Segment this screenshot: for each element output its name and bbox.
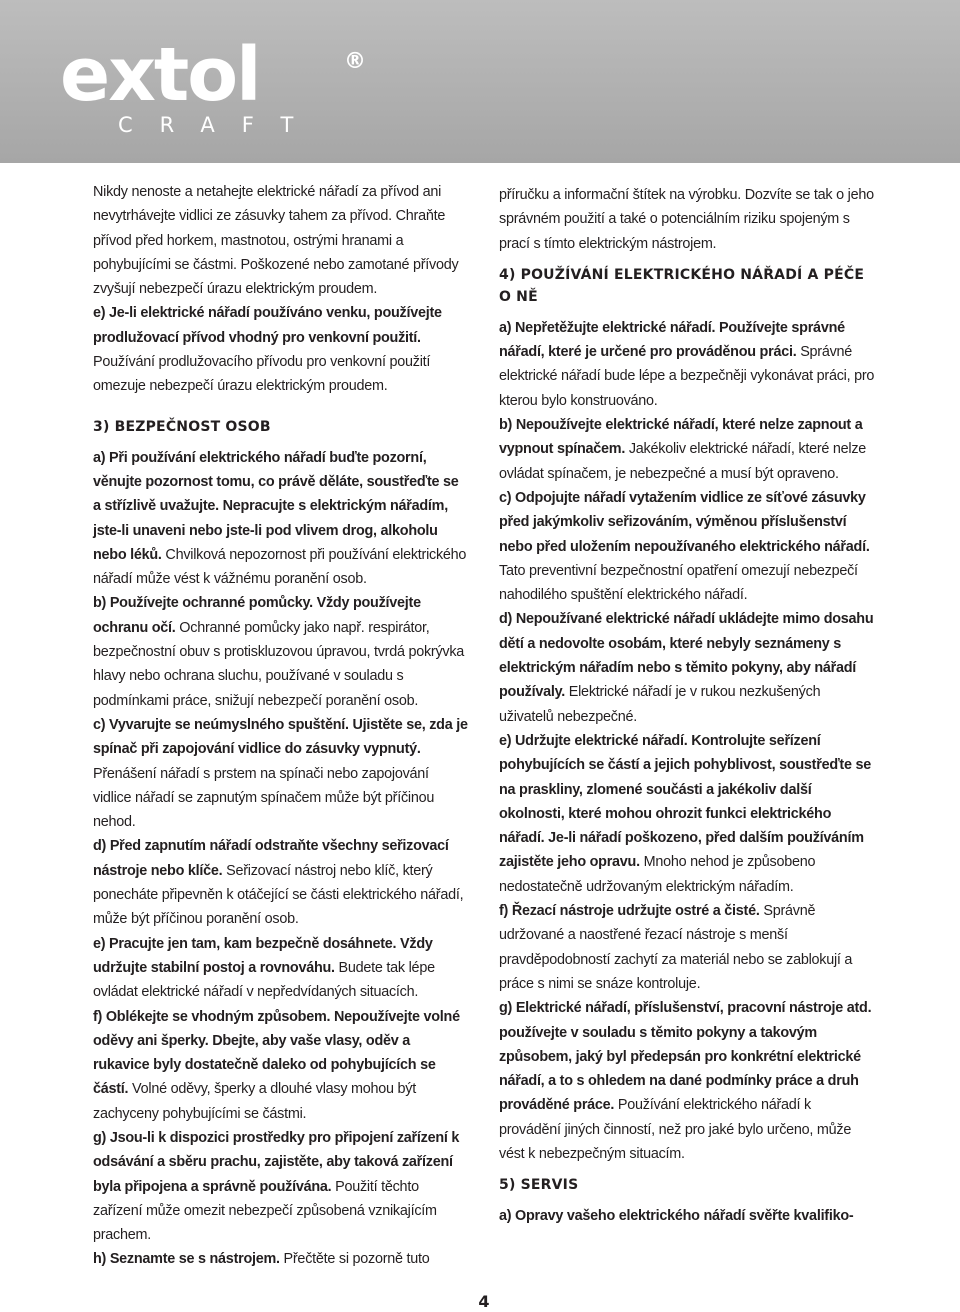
rule-g bbox=[93, 1126, 469, 1247]
tool-rule-d bbox=[499, 607, 875, 728]
section-heading-personal-safety: 3) BEZPEČNOST OSOB bbox=[93, 418, 271, 435]
tool-rule-g-bold: g) Elektrické nářadí, příslušenství, pracovní nástroje atd. používejte v souladu s těmito pokyny a takovým způsobem, jaký byl předepsán pro konkrétní elektrické nářadí, a to s ohledem na dané podmínky práce a druh prováděné práce. bbox=[499, 1000, 872, 1114]
tool-rule-e bbox=[499, 729, 875, 899]
rule-a-bold: a) Při používání elektrického nářadí buďte pozorní, věnujte pozornost tomu, co právě děláte, soustřeďte se a střízlivě uvažujte. Nepracujte s elektrickým nářadím, jste-li unaveni nebo jste-li pod vlivem drog, alkoholu nebo léků. bbox=[93, 449, 459, 563]
rule-b-bold: b) Používejte ochranné pomůcky. Vždy používejte ochranu očí. bbox=[93, 595, 421, 636]
extol-craft-logo bbox=[58, 40, 378, 140]
rule-a-text: Chvilková nepozornost při používání elektrického nářadí může vést k vážnému poranění osob. bbox=[93, 546, 467, 588]
tool-rule-f-bold: f) Řezací nástroje udržujte ostré a čisté. bbox=[499, 903, 760, 920]
tool-rule-c-bold: c) Odpojujte nářadí vytažením vidlice ze síťové zásuvky před jakýmkoliv seřizováním, výměnou příslušenství nebo před uložením nepoužívaného elektrického nářadí. bbox=[499, 489, 870, 555]
logo-wordmark: extol bbox=[60, 40, 260, 118]
logo-registered-mark: ® bbox=[344, 49, 366, 74]
rule-extension-cord-text: Používání prodlužovacího přívodu pro venkovní použití omezuje nebezpečí úrazu elektrickým proudem. bbox=[93, 354, 431, 395]
service-rule-a: a) Opravy vašeho elektrického nářadí svěřte kvalifiko- bbox=[499, 1208, 854, 1225]
rule-h-text: Přečtěte si pozorně tuto bbox=[279, 1251, 430, 1268]
rule-extension-cord: e) Je-li elektrické nářadí používáno venku, používejte prodlužovací přívod vhodný pro venkovní použití. bbox=[93, 305, 442, 346]
rule-b-text: Ochranné pomůcky jako např. respirátor, bezpečnostní obuv s protiskluzovou úpravou, tvrdá pokrývka hlavy nebo ochrana sluchu, používané v souladu s podmínkami práce, snižují nebezpečí poranění osob. bbox=[93, 619, 465, 709]
tool-rule-f bbox=[499, 899, 875, 996]
left-column bbox=[93, 180, 469, 1272]
rule-f-bold: f) Oblékejte se vhodným způsobem. Nepoužívejte volné oděvy ani šperky. Dbejte, aby vaše vlasy, oděv a rukavice byly dostatečně daleko od pohybujících se částí. bbox=[93, 1008, 460, 1098]
rule-e bbox=[93, 932, 469, 1005]
tool-rule-a-bold: a) Nepřetěžujte elektrické nářadí. Používejte správné nářadí, které je určené pro prováděnou práci. bbox=[499, 319, 845, 361]
rule-d-text: Seřizovací nástroj nebo klíč, který ponecháte připevněn k otáčející se části elektrického nářadí, může být příčinou poranění osob. bbox=[93, 862, 464, 928]
rule-e-text: Budete tak lépe ovládat elektrické nářadí v nepředvídaných situacích. bbox=[93, 959, 435, 1001]
rule-c-text: Přenášení nářadí s prstem na spínači nebo zapojování vidlice nářadí se zapnutým spínačem může být příčinou nehod. bbox=[93, 765, 435, 831]
rule-e-bold: e) Pracujte jen tam, kam bezpečně dosáhnete. Vždy udržujte stabilní postoj a rovnováhu. bbox=[93, 935, 433, 976]
tool-rule-b-bold: b) Nepoužívejte elektrické nářadí, které nelze zapnout a vypnout spínačem. bbox=[499, 417, 863, 458]
rule-d-bold: d) Před zapnutím nářadí odstraňte všechny seřizovací nástroje nebo klíče. bbox=[93, 838, 449, 879]
header-band bbox=[0, 0, 960, 163]
tool-rule-e-bold: e) Udržujte elektrické nářadí. Kontrolujte seřízení pohybujících se částí a jejich pohyblivost, soustřeďte se na praskliny, zlomené součásti a jakékoliv další okolnosti, které mohou ohrozit funkci elektrického nářadí. Je-li nářadí poškozeno, před dalším používáním zajistěte jeho opravu. bbox=[499, 732, 871, 871]
paragraph-cord-bold: Nikdy nenoste a netahejte elektrické nářadí za přívod ani nevytrhávejte vidlici ze zásuvky tahem za přívod. Chraňte přívod před horkem, mastnotou, ostrými hranami a pohybujícími se částmi. bbox=[93, 184, 446, 273]
rule-b bbox=[93, 591, 469, 712]
rule-c bbox=[93, 713, 469, 834]
rule-f bbox=[93, 1005, 469, 1126]
rule-d bbox=[93, 834, 469, 931]
tool-rule-c bbox=[499, 486, 875, 607]
rule-a bbox=[93, 446, 469, 592]
tool-rule-a-text: Správné elektrické nářadí bude lépe a bezpečněji vykonávat práci, pro kterou bylo konstruováno. bbox=[499, 344, 875, 409]
tool-rule-f-text: Správně udržované a naostřené řezací nástroje s menší pravděpodobností zachytí za materiál nebo se zablokují a práce s nimi se snáze kontroluje. bbox=[499, 903, 853, 992]
tool-rule-e-text: Mnoho nehod je způsobeno nedostatečně udržovaným elektrickým nářadím. bbox=[499, 854, 816, 895]
paragraph-cord bbox=[93, 180, 469, 301]
right-column bbox=[499, 183, 875, 1229]
tool-rule-c-text: Tato preventivní bezpečnostní opatření omezují nebezpečí nahodilého spuštění elektrického nářadí. bbox=[499, 562, 858, 604]
tool-rule-b-text: Jakékoliv elektrické nářadí, které nelze ovládat spínačem, je nebezpečné a musí být opraveno. bbox=[499, 441, 867, 482]
paragraph-cord-normal: Poškozené nebo zamotané přívody zvyšují nebezpečí úrazu elektrickým proudem. bbox=[93, 256, 459, 298]
rule-g-bold: g) Jsou-li k dispozici prostředky pro připojení zařízení k odsávání a sběru prachu, zajistěte, aby taková zařízení byla připojena a správně používána. bbox=[93, 1129, 460, 1195]
logo-craft: CRAFT bbox=[118, 113, 321, 137]
section-heading-service: 5) SERVIS bbox=[499, 1177, 579, 1194]
tool-rule-d-text: Elektrické nářadí je v rukou nezkušených uživatelů nebezpečné. bbox=[499, 684, 821, 725]
rule-c-bold: c) Vyvarujte se neúmyslného spuštění. Ujistěte se, zda je spínač při zapojování vidlice do zásuvky vypnutý. bbox=[93, 716, 468, 758]
tool-rule-g bbox=[499, 996, 875, 1166]
rule-g-text: Použití těchto zařízení může omezit nebezpečí způsobená vznikajícím prachem. bbox=[93, 1178, 437, 1244]
rule-h bbox=[93, 1247, 469, 1271]
tool-rule-a bbox=[499, 316, 875, 413]
page-number: 4 bbox=[478, 1292, 490, 1311]
tool-rule-d-bold: d) Nepoužívané elektrické nářadí ukládejte mimo dosahu dětí a nedovolte osobám, které nebyly seznámeny s elektrickým nářadím nebo s těmito pokyny, aby nářadí používaly. bbox=[499, 611, 874, 701]
section-heading-tool-use: 4) POUŽÍVÁNÍ ELEKTRICKÉHO NÁŘADÍ A PÉČE O NĚ bbox=[499, 266, 865, 305]
rule-h-bold: h) Seznamte se s nástrojem. bbox=[93, 1251, 280, 1268]
rule-f-text: Volné oděvy, šperky a dlouhé vlasy mohou být zachyceny pohybujícími se částmi. bbox=[93, 1081, 416, 1122]
rule-h-continued: příručku a informační štítek na výrobku. Dozvíte se tak o jeho správném použití a také o potenciálním riziku spojeným s prací s tímto elektrickým nástrojem. bbox=[499, 187, 874, 252]
tool-rule-g-text: Používání elektrického nářadí k provádění jiných činností, než pro jaké bylo určeno, může vést k nebezpečným situacím. bbox=[499, 1097, 852, 1162]
tool-rule-b bbox=[499, 413, 875, 486]
